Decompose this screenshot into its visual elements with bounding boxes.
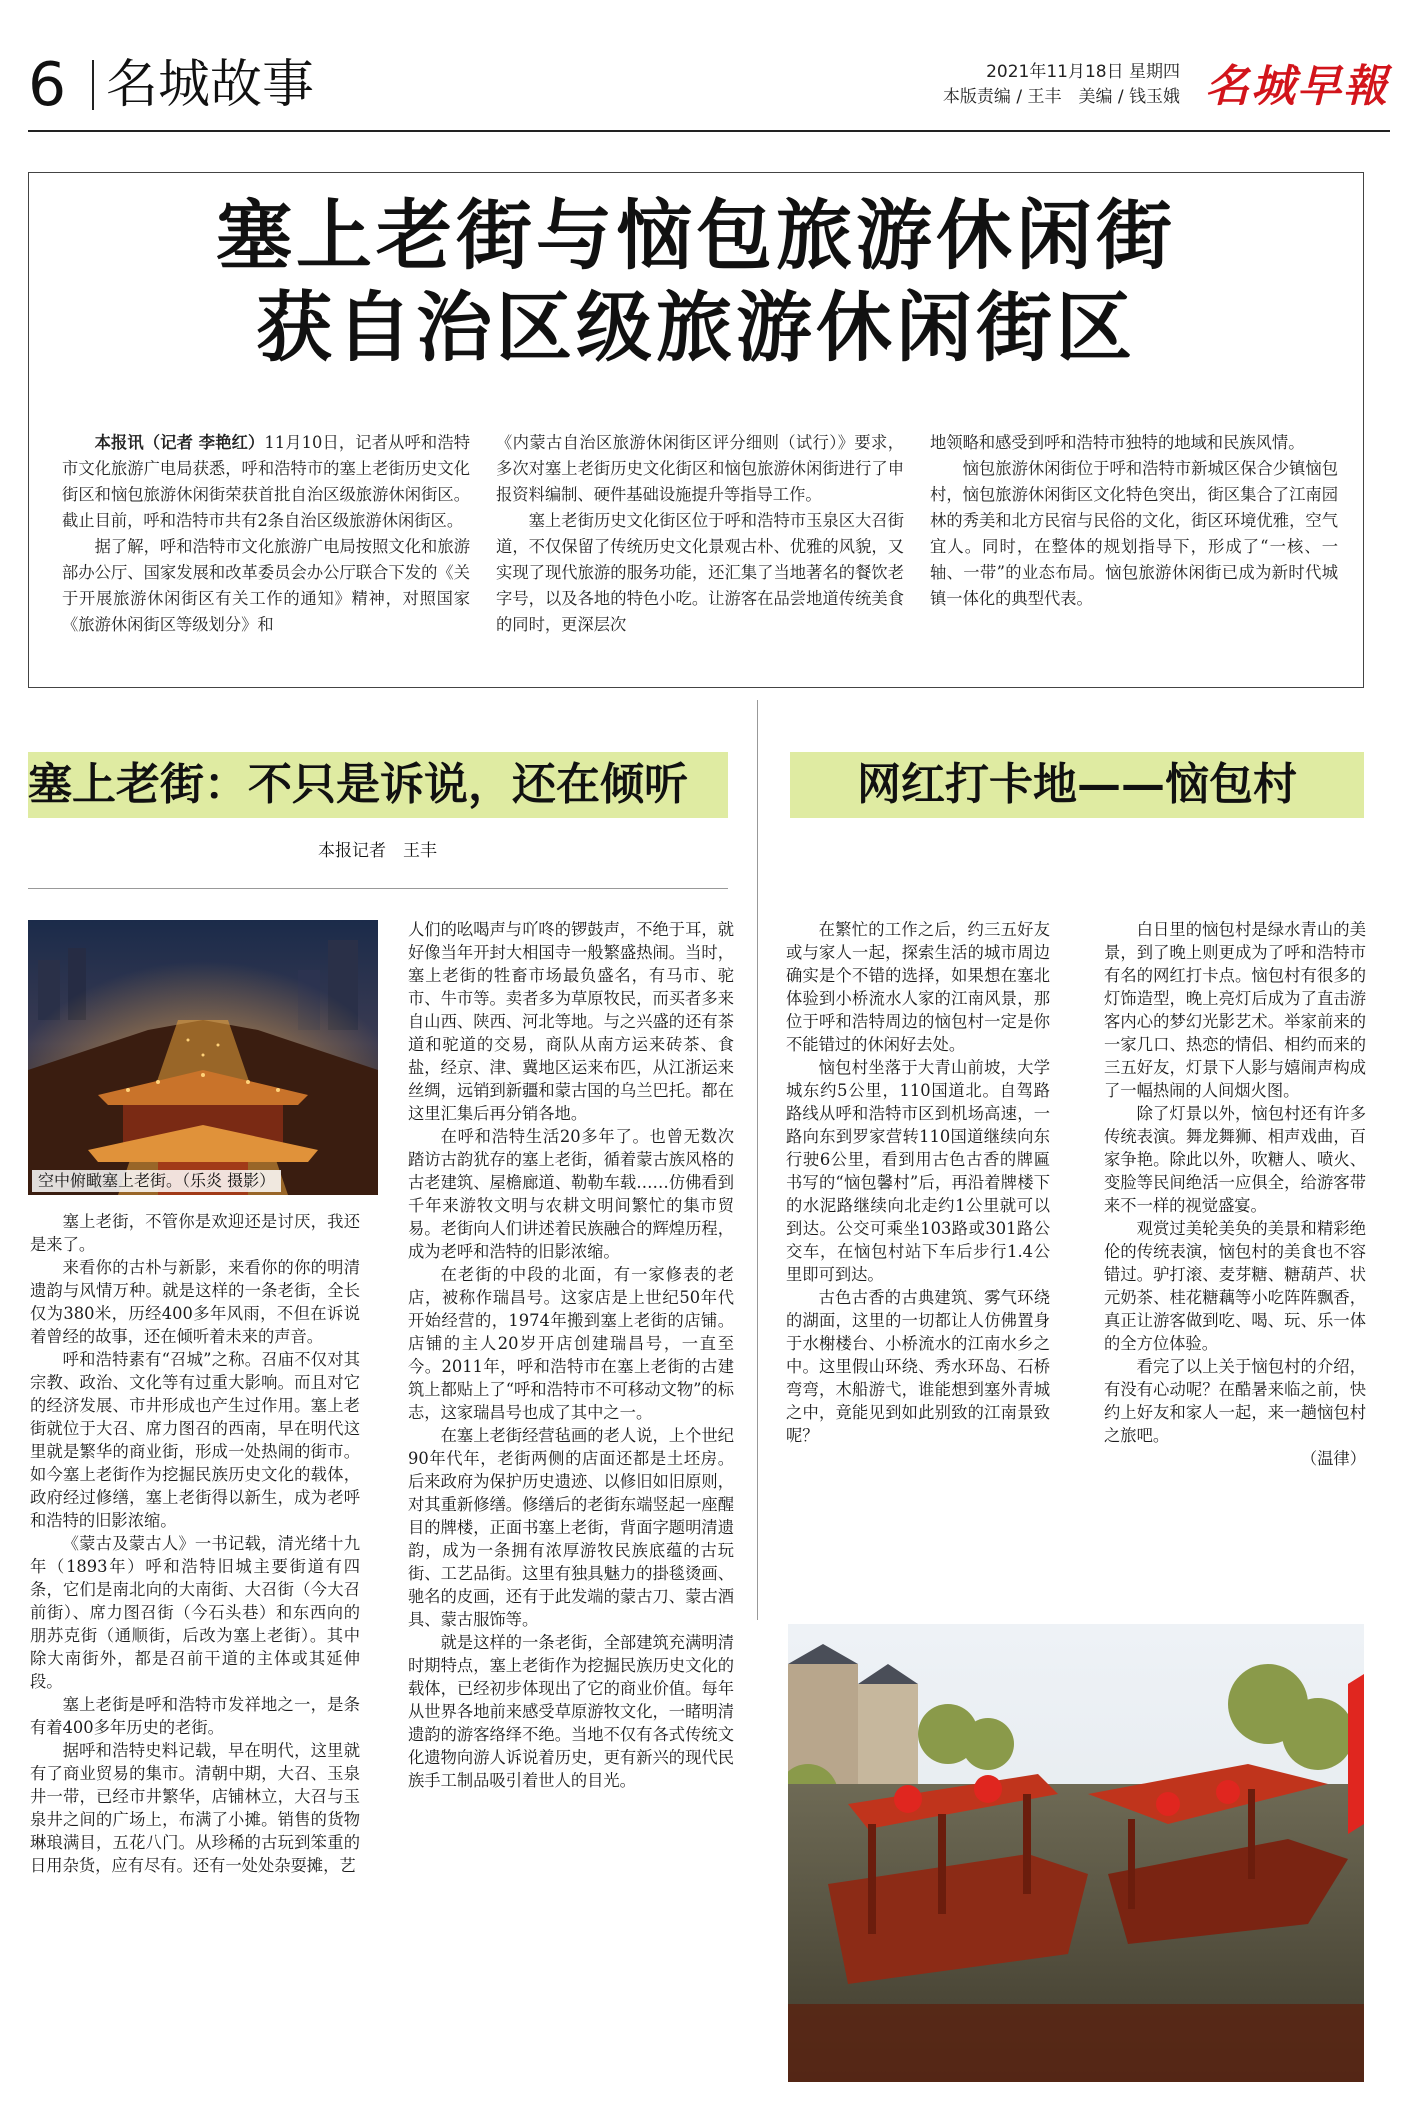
story-paragraph: 塞上老街是呼和浩特市发祥地之一，是条有着400多年历史的老街。 bbox=[30, 1695, 360, 1737]
story-paragraph: 呼和浩特素有“召城”之称。召庙不仅对其宗教、政治、文化等有过重大影响。而且对它的经济发展、市井形成也产生过作用。塞上老街就位于大召、席力图召的西南，早在明代这里就是繁华的商业街，形成一处热闹的街市。如今塞上老街作为挖掘民族历史文化的载体，政府经过修缮，塞上老街得以新生，成为老呼和浩特的旧影浓缩。 bbox=[30, 1350, 360, 1530]
story-paragraph: 就是这样的一条老街，全部建筑充满明清时期特点，塞上老街作为挖掘民族历史文化的载体，已经初步体现出了它的商业价值。每年从世界各地前来感受草原游牧文化，一睹明清遗韵的游客络绎不绝。当地不仅有各式传统文化遗物向游人诉说着历史，更有新兴的现代民族手工制品吸引着世人的目光。 bbox=[408, 1633, 734, 1790]
story-paragraph: 在老街的中段的北面，有一家修表的老店，被称作瑞昌号。这家店是上世纪50年代开始经营的，1974年搬到塞上老街的店铺。店铺的主人20岁开店创建瑞昌号，一直至今。2011年，呼和浩特市在塞上老街的古建筑上都贴上了“呼和浩特市不可移动文物”的标志，这家瑞昌号也成了其中之一。 bbox=[408, 1265, 734, 1422]
lead-column-1 bbox=[62, 430, 470, 638]
story-paragraph: 来看你的古朴与新影，来看你的你的明清遗韵与风情万种。就是这样的一条老街，全长仅为380米，历经400多年风雨，不但在诉说着曾经的故事，还在倾听着未来的声音。 bbox=[30, 1258, 360, 1346]
story-paragraph: 《蒙古及蒙古人》一书记载，清光绪十九年（1893年）呼和浩特旧城主要街道有四条，它们是南北向的大南街、大召街（今大召前街）、席力图召街（今石头巷）和东西向的朋苏克街（通顺街，后改为塞上老街）。其中除大南街外，都是召前干道的主体或其延伸段。 bbox=[30, 1534, 360, 1691]
story-paragraph: 在塞上老街经营毡画的老人说，上个世纪90年代年，老街两侧的店面还都是土坯房。后来政府为保护历史遗迹、以修旧如旧原则，对其重新修缮。修缮后的老街东端竖起一座醒目的牌楼，正面书塞上老街，背面字题明清遗韵，成为一条拥有浓厚游牧民族底蕴的古玩街、工艺品街。这里有独具魅力的掛毯烫画、驰名的皮画，还有于此发端的蒙古刀、蒙古酒具、蒙古服饰等。 bbox=[408, 1426, 734, 1629]
story-paragraph: 除了灯景以外，恼包村还有许多传统表演。舞龙舞狮、相声戏曲，百家争艳。除此以外，吹糖人、喷火、变脸等民间绝活一应俱全，给游客带来不一样的视觉盛宴。 bbox=[1104, 1104, 1366, 1215]
lead-headline-line1: 塞上老街与恼包旅游休闲街 bbox=[216, 191, 1176, 280]
section-divider bbox=[92, 60, 94, 110]
lead-column-2 bbox=[496, 430, 904, 638]
lead-paragraph: 据了解，呼和浩特市文化旅游广电局按照文化和旅游部办公厅、国家发展和改革委员会办公厅联合下发的《关于开展旅游休闲街区有关工作的通知》精神，对照国家《旅游休闲街区等级划分》和 bbox=[62, 537, 470, 634]
story-paragraph: 看完了以上关于恼包村的介绍，有没有心动呢？在酷暑来临之前，快约上好友和家人一起，来一趟恼包村之旅吧。 bbox=[1104, 1357, 1366, 1445]
story-paragraph: 在繁忙的工作之后，约三五好友或与家人一起，探索生活的城市周边确实是个不错的选择，如果想在塞北体验到小桥流水人家的江南风景，那位于呼和浩特周边的恼包村一定是你不能错过的休闲好去处。 bbox=[786, 920, 1050, 1054]
story-paragraph: 据呼和浩特史料记载，早在明代，这里就有了商业贸易的集市。清朝中期，大召、玉泉井一带，已经市井繁华，店铺林立，大召与玉泉井之间的广场上，布满了小摊。销售的货物琳琅满目，五花八门。从珍稀的古玩到笨重的日用杂货，应有尽有。还有一处处杂耍摊，艺 bbox=[30, 1741, 360, 1875]
lead-paragraph: 《内蒙古自治区旅游休闲街区评分细则（试行）》要求，多次对塞上老街历史文化街区和恼包旅游休闲街进行了申报资料编制、硬件基础设施提升等指导工作。 bbox=[496, 433, 904, 504]
left-story-column-2 bbox=[408, 918, 734, 1792]
story-paragraph: 在呼和浩特生活20多年了。也曾无数次踏访古韵犹存的塞上老街，循着蒙古族风格的古老建筑、屋檐廊道、勒勒车载……仿佛看到千年来游牧文明与农耕文明间繁忙的集市贸易。老街向人们讲述着民族融合的辉煌历程，成为老呼和浩特的旧影浓缩。 bbox=[408, 1127, 734, 1261]
left-story-column-1 bbox=[30, 1210, 360, 1877]
lead-dateline: 本报讯（记者 李艳红） bbox=[94, 433, 265, 452]
left-story-heading: 塞上老街：不只是诉说，还在倾听 bbox=[28, 752, 728, 818]
lead-headline-line2: 获自治区级旅游休闲街区 bbox=[256, 283, 1136, 372]
story-paragraph: 塞上老街，不管你是欢迎还是讨厌，我还是来了。 bbox=[30, 1212, 360, 1254]
section-title: 名城故事 bbox=[106, 55, 315, 115]
lead-paragraph: 恼包旅游休闲街位于呼和浩特市新城区保合少镇恼包村，恼包旅游休闲街区文化特色突出，街区集合了江南园林的秀美和北方民宿与民俗的文化，街区环境优雅，空气宜人。同时，在整体的规划指导下，形成了“一核、一轴、一带”的业态布局。恼包旅游休闲街已成为新时代城镇一体化的典型代表。 bbox=[930, 459, 1338, 608]
story-paragraph: 观赏过美轮美奂的美景和精彩绝伦的传统表演，恼包村的美食也不容错过。驴打滚、麦芽糖、糖葫芦、状元奶茶、桂花糖藕等小吃阵阵飘香，真正让游客做到吃、喝、玩、乐一体的全方位体验。 bbox=[1104, 1219, 1366, 1353]
story-credit: （温律） bbox=[1300, 1449, 1366, 1468]
photo-caption: 空中俯瞰塞上老街。（乐炎 摄影） bbox=[32, 1170, 281, 1192]
right-story-column-2 bbox=[1104, 918, 1366, 1470]
story-paragraph: 人们的吆喝声与吖咚的锣鼓声，不绝于耳，就好像当年开封大相国寺一般繁盛热闹。当时，塞上老街的牲畜市场最负盛名，有马市、驼市、牛市等。卖者多为草原牧民，而买者多来自山西、陕西、河北等地。与之兴盛的还有茶道和驼道的交易，商队从南方运来砖茶、食盐，经京、津、冀地区运来布匹，从江浙运来丝绸，远销到新疆和蒙古国的乌兰巴托。都在这里汇集后再分销各地。 bbox=[408, 920, 734, 1123]
naobao-boats-photo bbox=[788, 1624, 1364, 2082]
masthead-rule bbox=[28, 130, 1390, 132]
issue-date: 2021年11月18日 星期四 bbox=[986, 62, 1180, 82]
editor-credits: 本版责编 / 王丰 美编 / 钱玉娥 bbox=[942, 87, 1180, 107]
old-street-night-photo bbox=[28, 920, 378, 1195]
byline-rule bbox=[28, 888, 728, 889]
right-story-column-1 bbox=[786, 918, 1050, 1447]
edition-meta bbox=[930, 60, 1180, 110]
lead-column-3 bbox=[930, 430, 1338, 612]
story-paragraph: 恼包村坐落于大青山前坡，大学城东约5公里，110国道北。自驾路路线从呼和浩特市区到机场高速，一路向东到罗家营转110国道继续向东行驶6公里，看到用古色古香的牌匾书写的“恼包馨村”后，再沿着牌楼下的水泥路继续向北走约1公里就可以到达。公交可乘坐103路或301路公交车，在恼包村站下车后步行1.4公里即可到达。 bbox=[786, 1058, 1050, 1284]
lead-paragraph: 塞上老街历史文化街区位于呼和浩特市玉泉区大召街道，不仅保留了传统历史文化景观古朴、优雅的风貌，又实现了现代旅游的服务功能，还汇集了当地著名的餐饮老字号，以及各地的特色小吃。让游客在品尝地道传统美食的同时，更深层次 bbox=[496, 511, 904, 634]
lead-paragraph: 11月10日，记者从呼和浩特市文化旅游广电局获悉，呼和浩特市的塞上老街历史文化街区和恼包旅游休闲街荣获首批自治区级旅游休闲街区。截止目前，呼和浩特市共有2条自治区级旅游休闲街区。 bbox=[62, 433, 471, 530]
column-divider bbox=[757, 700, 758, 1620]
page-number: 6 bbox=[28, 50, 67, 120]
newspaper-logo: 名城早報 bbox=[1205, 61, 1389, 112]
right-story-heading: 网红打卡地——恼包村 bbox=[790, 752, 1364, 818]
story-paragraph: 古色古香的古典建筑、雾气环绕的湖面，这里的一切都让人仿佛置身于水榭楼台、小桥流水的江南水乡之中。这里假山环绕、秀水环岛、石桥弯弯，木船游弋，谁能想到塞外青城之中，竟能见到如此别致的江南景致呢？ bbox=[786, 1288, 1050, 1445]
lead-paragraph: 地领略和感受到呼和浩特市独特的地域和民族风情。 bbox=[930, 433, 1305, 452]
story-paragraph: 白日里的恼包村是绿水青山的美景，到了晚上则更成为了呼和浩特市有名的网红打卡点。恼包村有很多的灯饰造型，晚上亮灯后成为了直击游客内心的梦幻光影艺术。举家前来的一家几口、热恋的情侣、相约而来的三五好友，灯景下人影与嬉闹声构成了一幅热闹的人间烟火图。 bbox=[1104, 920, 1366, 1100]
left-story-byline: 本报记者 王丰 bbox=[318, 841, 437, 861]
